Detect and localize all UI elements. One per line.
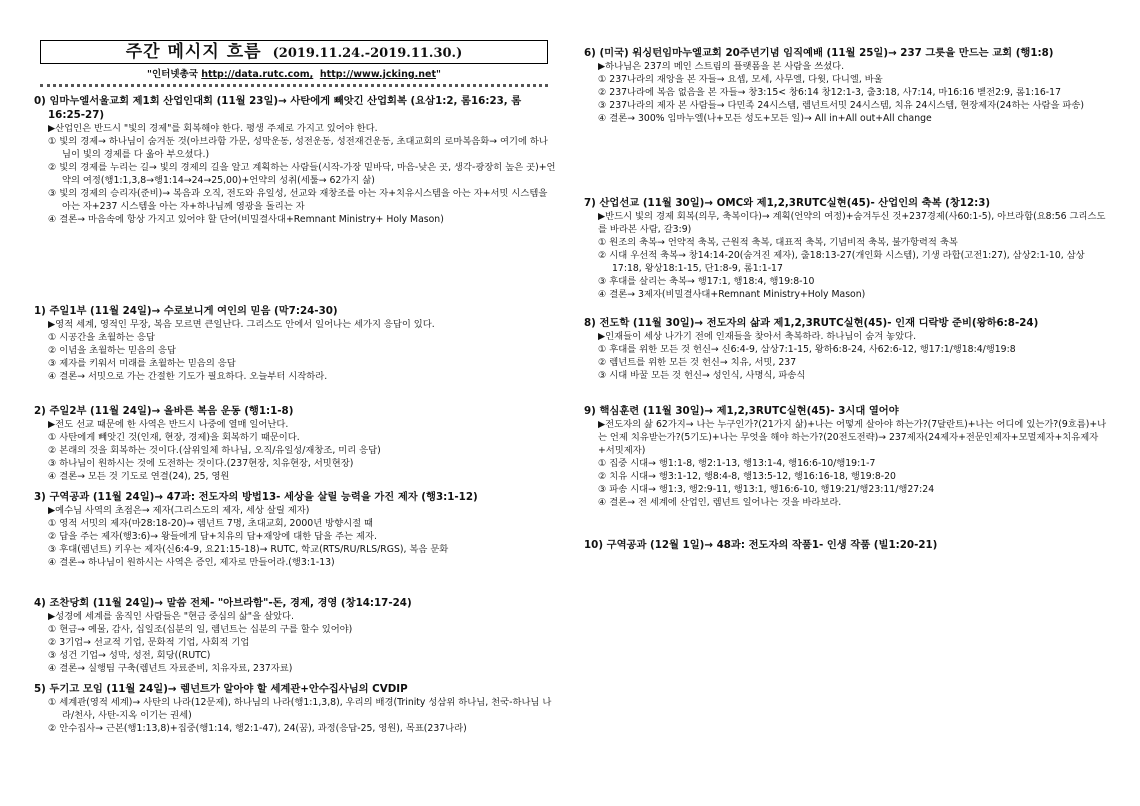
page-title: 주간 메시지 흐름 bbox=[125, 42, 262, 62]
line: ▶성경에 세계를 움직인 사람들은 "현금 중심의 삶"을 살았다. bbox=[48, 611, 294, 622]
section-7 bbox=[584, 196, 1110, 301]
section-10 bbox=[584, 538, 1110, 552]
line: ② 빛의 경제를 누리는 길→ 빛의 경제의 길을 알고 계획하는 사람들(시작-가장 밑바닥, 마음-낮은 곳, 생각-광장히 높은 곳)+언약의 여정(행1:1,3,8→행1:14→24→25,00)+언약의 성취(세툴→ 62가지 삶) bbox=[48, 162, 556, 186]
line: ③ 파송 시대→ 행1:3, 행2:9-11, 행13:1, 행16:6-10, 행19:21/행23:11/행27:24 bbox=[598, 484, 935, 495]
line: ② 시대 우선적 축복→ 창14:14-20(숨겨진 제자), 출18:13-27(개인화 시스템), 기생 라합(고전1:27), 삼상2:1-10, 삼상17:18, 왕상18:1-15, 단1:8-9, 롬1:1-17 bbox=[598, 250, 1085, 274]
section-heading: 2) 주일2부 (11월 24일)→ 올바른 복음 운동 (행1:1-8) bbox=[34, 405, 294, 417]
line: ③ 후대를 살리는 축복→ 행17:1, 행18:4, 행19:8-10 bbox=[598, 276, 815, 287]
line: ② 본래의 것을 회복하는 것이다.(삼위일체 하나님, 오직/유일성/재창조, 미리 응답) bbox=[48, 445, 381, 456]
section-heading: 9) 핵심훈련 (11월 30일)→ 제1,2,3RUTC실현(45)- 3시대 열어야 bbox=[584, 405, 899, 417]
line: ▶산업인은 반드시 "빛의 경제"를 회복해야 한다. 평생 주제로 가지고 있어야 한다. bbox=[48, 123, 378, 134]
line: ③ 제자를 키워서 미래를 초월하는 믿음의 응답 bbox=[48, 358, 236, 369]
line: ② 치유 시대→ 행3:1-12, 행8:4-8, 행13:5-12, 행16:16-18, 행19:8-20 bbox=[598, 471, 896, 482]
line: ① 현금→ 예물, 감사, 십일조(십분의 일, 렘넌트는 십분의 구를 할수 있어야) bbox=[48, 624, 353, 635]
section-1 bbox=[34, 304, 556, 383]
section-0 bbox=[34, 94, 556, 226]
section-heading: 3) 구역공과 (11월 24일)→ 47과: 전도자의 방법13- 세상을 살릴 능력을 가진 제자 (행3:1-12) bbox=[34, 491, 478, 503]
line: ② 3기업→ 선교적 기업, 문화적 기업, 사회적 기업 bbox=[48, 637, 250, 648]
section-heading: 10) 구역공과 (12월 1일)→ 48과: 전도자의 작품1- 인생 작품 (빌1:20-21) bbox=[584, 539, 938, 551]
links-suffix: " bbox=[436, 69, 441, 80]
line: ① 세계관(영적 세계)→ 사탄의 나라(12문제), 하나님의 나라(행1:1,3,8), 우리의 배경(Trinity 성삼위 하나님, 천국-하나님 나라/천사, 사탄-지옥 이기는 권세) bbox=[48, 697, 552, 721]
section-6 bbox=[584, 46, 1110, 125]
line: ① 원조의 축복→ 언약적 축복, 근원적 축복, 대표적 축복, 기념비적 축복, 불가항력적 축복 bbox=[598, 237, 958, 248]
line: ① 빛의 경제→ 하나님이 숨겨둔 것(아브라함 가문, 성막운동, 성전운동, 성전재건운동, 초대교회의 로마복음화→ 여기에 하나님이 빛의 경제를 다 옮아 부으셨다.) bbox=[48, 136, 548, 160]
section-4 bbox=[34, 596, 556, 675]
line: ① 후대를 위한 모든 것 헌신→ 신6:4-9, 삼상7:1-15, 왕하6:8-24, 사62:6-12, 행17:1/행18:4/행19:8 bbox=[598, 344, 1016, 355]
line: ▶인재들이 세상 나가기 전에 인재들을 찾아서 축복하라. 하나님이 숨겨 놓았다. bbox=[598, 331, 917, 342]
section-heading: 6) (미국) 워싱턴임마누엘교회 20주년기념 임직예배 (11월 25일)→ 237 그릇을 만드는 교회 (행1:8) bbox=[584, 47, 1054, 59]
section-3 bbox=[34, 490, 556, 569]
line: ③ 후대(렘넌트) 키우는 제자(신6:4-9, 요21:15-18)→ RUTC, 학교(RTS/RU/RLS/RGS), 복음 문화 bbox=[48, 544, 449, 555]
line: ▶전도자의 삶 62가지→ 나는 누구인가?(21가지 삶)+나는 어떻게 살아야 하는가?(7달란트)+나는 어디에 있는가?(9흐름)+나는 언제 치유받는가?(5기도)+나는 무엇을 해야 하는가?(20전도전략)→ 237제자(24제자+전문인제자+모멀제자+치유제자+서밋제자) bbox=[598, 419, 1107, 456]
line: ② 답을 주는 제자(행3:6)→ 왕들에게 답+치유의 답+재앙에 대한 답을 주는 제자. bbox=[48, 531, 377, 542]
section-heading: 7) 산업선교 (11월 30일)→ OMC와 제1,2,3RUTC실현(45)- 산업인의 축복 (창12:3) bbox=[584, 197, 991, 209]
line: ④ 결론→ 하나님이 원하시는 사역은 증인, 제자로 만들어라.(행3:1-13) bbox=[48, 557, 335, 568]
section-8 bbox=[584, 316, 1110, 382]
link-jcking[interactable]: http://www.jcking.net bbox=[319, 69, 436, 80]
line: ④ 결론→ 마음속에 항상 가지고 있어야 할 단어(비밀결사대+Remnant Ministry+ Holy Mason) bbox=[48, 214, 444, 225]
page-date: (2019.11.24.-2019.11.30.) bbox=[272, 46, 463, 61]
section-heading: 8) 전도학 (11월 30일)→ 전도자의 삶과 제1,2,3RUTC실현(45)- 인재 디락방 준비(왕하6:8-24) bbox=[584, 317, 1039, 329]
section-heading: 4) 조찬당회 (11월 24일)→ 말씀 전체- "아브라함"-돈, 경제, 경영 (창14:17-24) bbox=[34, 597, 412, 609]
line: ▶하나님은 237의 메인 스트림의 플랫폼을 본 사람을 쓰셨다. bbox=[598, 61, 845, 72]
link-rutc[interactable]: http://data.rutc.com, bbox=[201, 69, 314, 80]
section-heading: 5) 두기고 모임 (11월 24일)→ 렘넌트가 알아야 할 세계관+안수집사님의 CVDIP bbox=[34, 683, 408, 695]
line: ② 237나라에 복음 없음을 본 자들→ 창3:15< 창6:14 창12:1-3, 출3:18, 사7:14, 마16:16 벧전2:9, 롬1:16-17 bbox=[598, 87, 1061, 98]
line: ② 이념을 초월하는 믿음의 응답 bbox=[48, 345, 176, 356]
line: ▶전도 선교 때문에 한 사역은 반드시 나중에 열매 일어난다. bbox=[48, 419, 289, 430]
line: ① 집중 시대→ 행1:1-8, 행2:1-13, 행13:1-4, 행16:6-10/행19:1-7 bbox=[598, 458, 876, 469]
page-title-box bbox=[40, 40, 548, 64]
dotted-divider bbox=[40, 80, 548, 87]
section-heading: 0) 임마누엘서울교회 제1회 산업인대회 (11월 23일)→ 사탄에게 빼앗긴 산업회복 (요삼1:2, 롬16:23, 롬16:25-27) bbox=[34, 95, 522, 121]
section-2 bbox=[34, 404, 556, 483]
line: ② 안수집사→ 근본(행1:13,8)+집중(행1:14, 행2:1-47), 24(꿈), 과정(응답-25, 영원), 목표(237나라) bbox=[48, 723, 467, 734]
line: ④ 결론→ 전 세계에 산업인, 렘넌트 일어나는 것을 바라보라. bbox=[598, 497, 842, 508]
line: ④ 결론→ 300% 임마누엘(나+모든 성도+모든 일)→ All in+All out+All change bbox=[598, 113, 932, 124]
line: ▶반드시 빛의 경제 회복(의무, 축복이다)→ 계획(언약의 여정)+숨겨두신 것+237경제(사60:1-5), 아브라함(요8:56 그리스도를 바라본 사람, 갈3:9) bbox=[598, 211, 1106, 235]
line: ③ 하나님이 원하시는 것에 도전하는 것이다.(237현장, 치유현장, 서밋현장) bbox=[48, 458, 354, 469]
section-9 bbox=[584, 404, 1110, 509]
line: ③ 성건 기업→ 성막, 성전, 회당((RUTC) bbox=[48, 650, 211, 661]
links-prefix: "인터넷총국 bbox=[147, 69, 202, 80]
links-line bbox=[40, 66, 548, 80]
line: ② 렘넌트를 위한 모든 것 헌신→ 치유, 서밋, 237 bbox=[598, 357, 797, 368]
line: ③ 시대 바꿀 모든 것 헌신→ 성인식, 사명식, 파송식 bbox=[598, 370, 806, 381]
line: ① 237나라의 재앙을 본 자들→ 요셉, 모세, 사무엘, 다윗, 다니엘, 바울 bbox=[598, 74, 883, 85]
line: ▶영적 세계, 영적인 무장, 복음 모르면 큰일난다. 그리스도 안에서 일어나는 세가지 응답이 있다. bbox=[48, 319, 435, 330]
line: ▶예수님 사역의 초점은→ 제자(그리스도의 제자, 세상 살릴 제자) bbox=[48, 505, 310, 516]
section-5 bbox=[34, 682, 556, 735]
line: ① 사탄에게 빼앗긴 것(인재, 현장, 경제)을 회복하기 때문이다. bbox=[48, 432, 300, 443]
line: ④ 결론→ 실행팀 구축(렘넌트 자료준비, 치유자료, 237자료) bbox=[48, 663, 293, 674]
line: ③ 빛의 경제의 승리자(준비)→ 복음과 오직, 전도와 유일성, 선교와 재창조를 아는 자+치유시스템을 아는 자+서밋 시스템을 아는 자+237 시스템을 아는 자+하나님께 영광을 돌리는 자 bbox=[48, 188, 548, 212]
section-heading: 1) 주일1부 (11월 24일)→ 수로보니게 여인의 믿음 (막7:24-30) bbox=[34, 305, 338, 317]
line: ① 영적 서밋의 제자(마28:18-20)→ 렘넌트 7명, 초대교회, 2000년 방향시절 때 bbox=[48, 518, 374, 529]
line: ④ 결론→ 모든 것 기도로 연결(24), 25, 영원 bbox=[48, 471, 230, 482]
line: ④ 결론→ 3제자(비밀결사대+Remnant Ministry+Holy Mason) bbox=[598, 289, 866, 300]
line: ③ 237나라의 제자 본 사람들→ 다민족 24시스템, 렘넌트서밋 24시스템, 치유 24시스템, 현장제자(24하는 사람을 파송) bbox=[598, 100, 1084, 111]
line: ④ 결론→ 서밋으로 가는 간절한 기도가 필요하다. 오늘부터 시작하라. bbox=[48, 371, 328, 382]
line: ① 시공간을 초월하는 응답 bbox=[48, 332, 156, 343]
